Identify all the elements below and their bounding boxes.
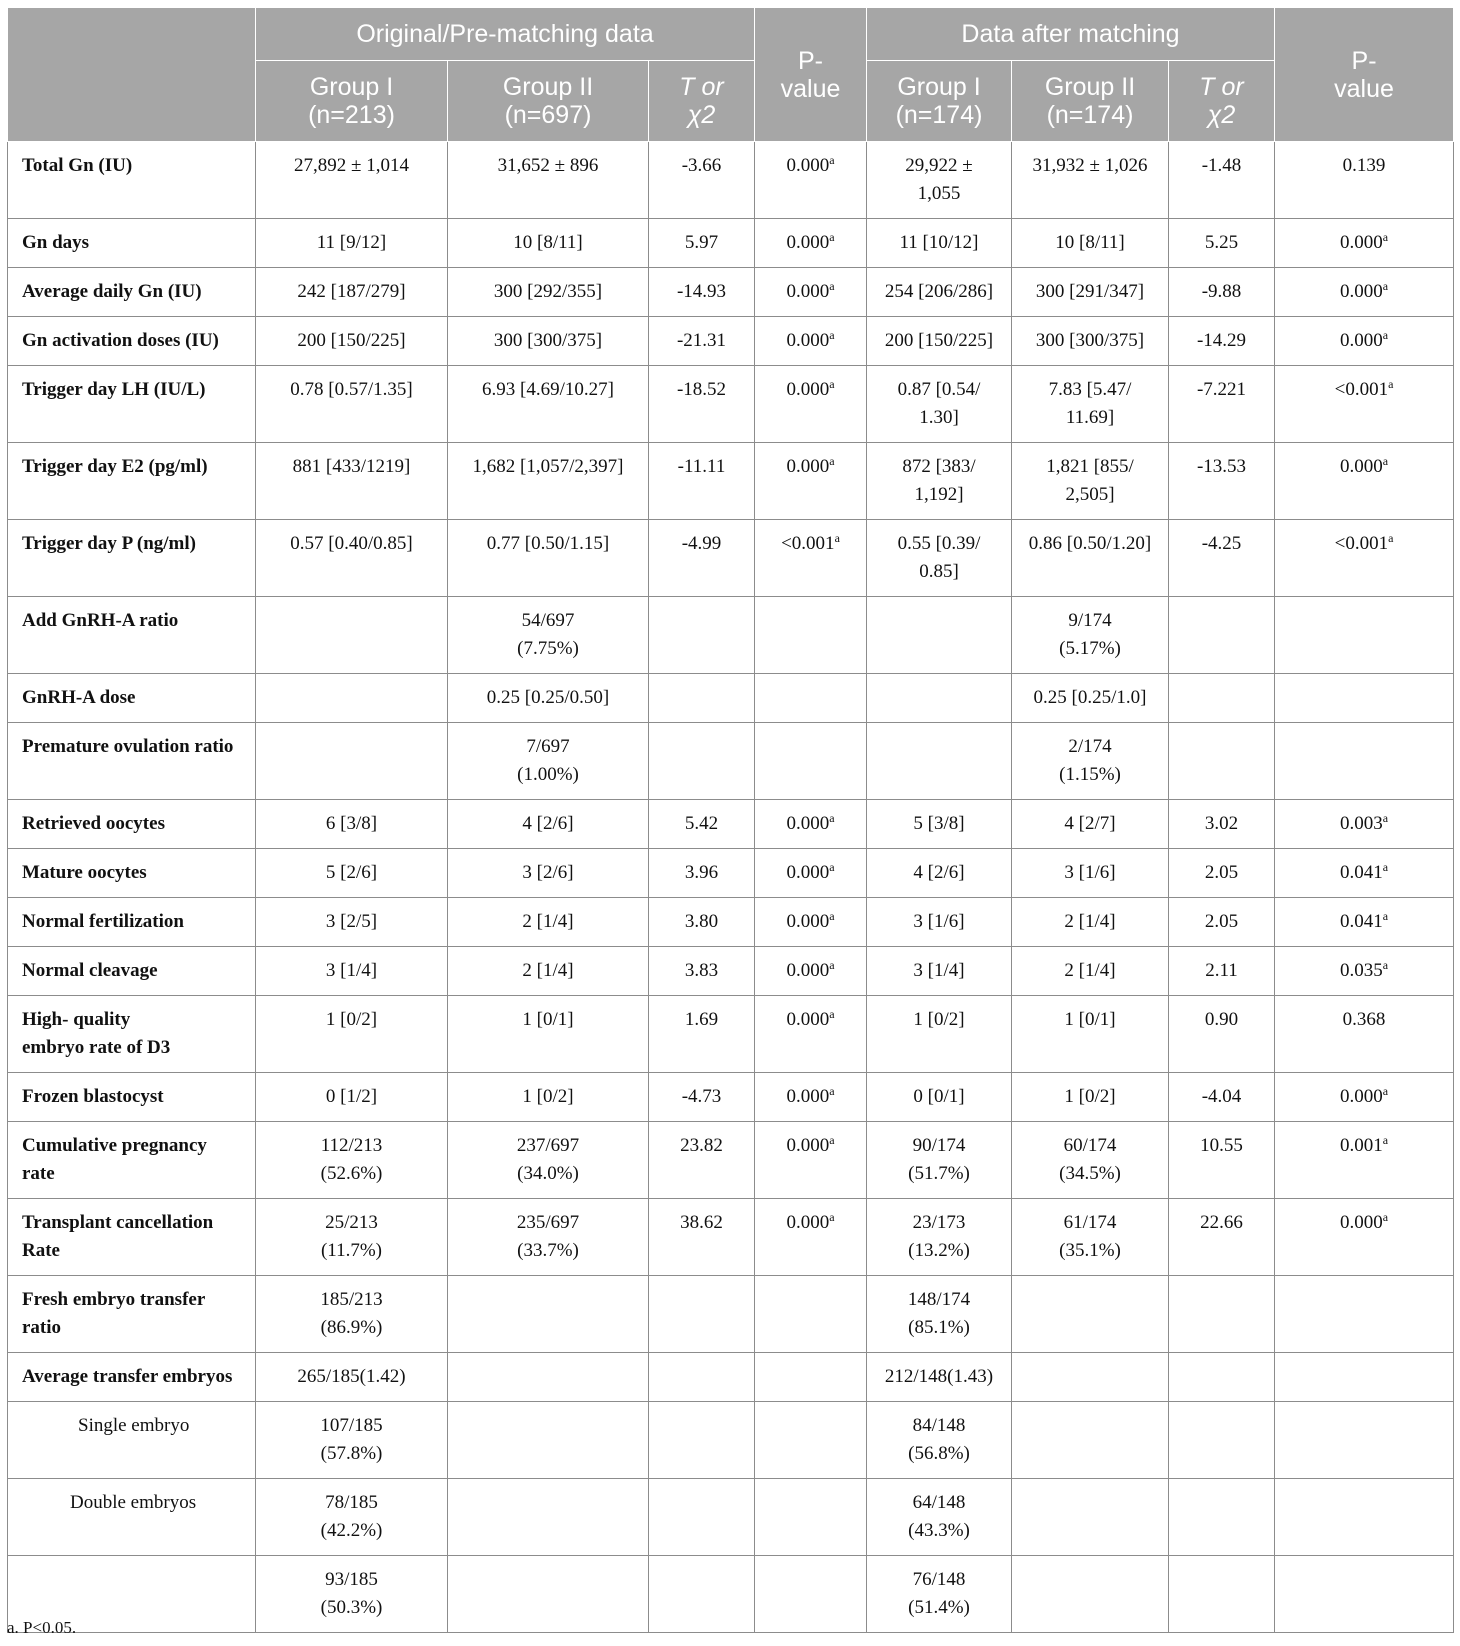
cell-pvalue-matched: 0.000$^a$: [1275, 219, 1454, 268]
cell-group2-original: 2 [1/4]: [448, 947, 649, 996]
cell-group2-matched: 2/174 (1.15%): [1012, 723, 1169, 800]
footnote-marker: a: [1388, 531, 1394, 545]
cell-group2-matched: 0.86 [0.50/1.20]: [1012, 520, 1169, 597]
cell-group1-matched: 11 [10/12]: [867, 219, 1012, 268]
cell-group1-matched: 3 [1/4]: [867, 947, 1012, 996]
cell-group1-original: [256, 597, 448, 674]
table-row: [8, 800, 1454, 849]
cell-stat-original: [649, 723, 755, 800]
footnote-marker: a: [1382, 958, 1389, 972]
table-row: [8, 723, 1454, 800]
cell-pvalue-matched: [1275, 597, 1454, 674]
cell-group2-original: 235/697 (33.7%): [448, 1199, 649, 1276]
cell-group1-matched: [867, 597, 1012, 674]
row-label: Gn activation doses (IU): [8, 317, 256, 366]
footnote-marker: a: [1382, 1084, 1389, 1098]
row-label: Mature oocytes: [8, 849, 256, 898]
cell-stat-original: 1.69: [649, 996, 755, 1073]
cell-stat-matched: [1169, 597, 1275, 674]
cell-group2-matched: 1 [0/2]: [1012, 1073, 1169, 1122]
cell-stat-matched: 3.02: [1169, 800, 1275, 849]
results-table: [7, 7, 1454, 1633]
cell-stat-original: -21.31: [649, 317, 755, 366]
footnote-marker: a: [1382, 230, 1389, 244]
cell-pvalue-original: 0.000$^a$: [755, 142, 867, 219]
cell-pvalue-original: [755, 597, 867, 674]
footnote-marker: a: [1382, 279, 1389, 293]
cell-group1-original: 3 [2/5]: [256, 898, 448, 947]
row-label: Add GnRH-A ratio: [8, 597, 256, 674]
row-label: Trigger day LH (IU/L): [8, 366, 256, 443]
cell-group1-original: [256, 674, 448, 723]
cell-group2-original: 54/697 (7.75%): [448, 597, 649, 674]
cell-group1-original: 6 [3/8]: [256, 800, 448, 849]
cell-stat-original: -3.66: [649, 142, 755, 219]
cell-group1-original: 0 [1/2]: [256, 1073, 448, 1122]
cell-stat-matched: -1.48: [1169, 142, 1275, 219]
cell-group1-matched: 1 [0/2]: [867, 996, 1012, 1073]
header-group1-original: Group I (n=213): [256, 61, 448, 142]
cell-pvalue-matched: 0.003$^a$: [1275, 800, 1454, 849]
cell-stat-matched: 22.66: [1169, 1199, 1275, 1276]
cell-group2-original: 4 [2/6]: [448, 800, 649, 849]
cell-stat-original: [649, 1353, 755, 1402]
cell-pvalue-original: 0.000$^a$: [755, 947, 867, 996]
footnote-marker: a: [829, 1007, 835, 1021]
cell-group2-matched: [1012, 1402, 1169, 1479]
cell-stat-original: -4.99: [649, 520, 755, 597]
cell-stat-original: -14.93: [649, 268, 755, 317]
table-row: [8, 1199, 1454, 1276]
table-row: [8, 597, 1454, 674]
cell-group1-matched: 64/148 (43.3%): [867, 1479, 1012, 1556]
footnote-marker: a: [1382, 909, 1389, 923]
footnote-marker: a: [829, 279, 835, 293]
cell-group1-matched: 4 [2/6]: [867, 849, 1012, 898]
cell-pvalue-matched: 0.041$^a$: [1275, 898, 1454, 947]
cell-group2-original: 0.77 [0.50/1.15]: [448, 520, 649, 597]
cell-stat-matched: -14.29: [1169, 317, 1275, 366]
table-row: [8, 1122, 1454, 1199]
table-row: [8, 849, 1454, 898]
footnote-marker: a: [1388, 377, 1394, 391]
cell-group1-matched: [867, 674, 1012, 723]
cell-stat-original: [649, 674, 755, 723]
cell-stat-matched: 5.25: [1169, 219, 1275, 268]
cell-group2-matched: 1,821 [855/ 2,505]: [1012, 443, 1169, 520]
row-label: Trigger day P (ng/ml): [8, 520, 256, 597]
table-body: [8, 142, 1454, 1633]
cell-stat-original: 3.80: [649, 898, 755, 947]
cell-group1-original: 3 [1/4]: [256, 947, 448, 996]
footnote-marker: a: [829, 454, 835, 468]
cell-group2-matched: [1012, 1556, 1169, 1633]
cell-group1-matched: 200 [150/225]: [867, 317, 1012, 366]
footnote-marker: a: [829, 153, 835, 167]
cell-group2-original: 10 [8/11]: [448, 219, 649, 268]
header-matched-data: Data after matching: [867, 8, 1275, 61]
cell-group1-matched: 0 [0/1]: [867, 1073, 1012, 1122]
footnote-marker: a: [1382, 454, 1389, 468]
cell-stat-matched: 2.11: [1169, 947, 1275, 996]
cell-group2-original: [448, 1276, 649, 1353]
cell-stat-matched: -13.53: [1169, 443, 1275, 520]
cell-pvalue-original: 0.000$^a$: [755, 1122, 867, 1199]
cell-stat-original: 23.82: [649, 1122, 755, 1199]
cell-group2-matched: 0.25 [0.25/1.0]: [1012, 674, 1169, 723]
row-label: Average daily Gn (IU): [8, 268, 256, 317]
table-row: [8, 366, 1454, 443]
cell-group1-original: 0.57 [0.40/0.85]: [256, 520, 448, 597]
cell-stat-matched: 2.05: [1169, 849, 1275, 898]
footnote-marker: a: [829, 328, 835, 342]
header-group2-original: Group II (n=697): [448, 61, 649, 142]
footnote-marker: a: [1382, 860, 1389, 874]
cell-stat-matched: [1169, 723, 1275, 800]
cell-group2-original: 6.93 [4.69/10.27]: [448, 366, 649, 443]
cell-group2-matched: 300 [291/347]: [1012, 268, 1169, 317]
cell-pvalue-original: 0.000$^a$: [755, 1199, 867, 1276]
cell-group1-original: 1 [0/2]: [256, 996, 448, 1073]
header-stat-original: T or χ2: [649, 61, 755, 142]
table-row: [8, 1353, 1454, 1402]
cell-stat-original: 3.96: [649, 849, 755, 898]
row-label: Average transfer embryos: [8, 1353, 256, 1402]
footnote-marker: a: [829, 958, 835, 972]
cell-pvalue-original: [755, 1556, 867, 1633]
cell-stat-matched: [1169, 1556, 1275, 1633]
cell-pvalue-matched: 0.035$^a$: [1275, 947, 1454, 996]
cell-pvalue-matched: [1275, 1276, 1454, 1353]
cell-group2-matched: 60/174 (34.5%): [1012, 1122, 1169, 1199]
cell-pvalue-original: [755, 1353, 867, 1402]
table-row: [8, 520, 1454, 597]
cell-stat-matched: [1169, 1402, 1275, 1479]
cell-pvalue-original: 0.000$^a$: [755, 268, 867, 317]
cell-group1-matched: 872 [383/ 1,192]: [867, 443, 1012, 520]
cell-group2-original: 31,652 ± 896: [448, 142, 649, 219]
row-label: Gn days: [8, 219, 256, 268]
cell-group2-matched: 61/174 (35.1%): [1012, 1199, 1169, 1276]
row-label: Frozen blastocyst: [8, 1073, 256, 1122]
cell-stat-matched: -4.04: [1169, 1073, 1275, 1122]
cell-stat-matched: [1169, 1479, 1275, 1556]
cell-pvalue-original: [755, 723, 867, 800]
cell-group2-original: 1,682 [1,057/2,397]: [448, 443, 649, 520]
footnote-marker: a: [1382, 1210, 1389, 1224]
cell-pvalue-matched: 0.000$^a$: [1275, 1199, 1454, 1276]
cell-group1-original: 107/185 (57.8%): [256, 1402, 448, 1479]
cell-pvalue-original: [755, 1402, 867, 1479]
cell-group2-matched: 2 [1/4]: [1012, 947, 1169, 996]
row-label: Total Gn (IU): [8, 142, 256, 219]
footnote-marker: a: [1382, 1133, 1389, 1147]
cell-group2-matched: [1012, 1353, 1169, 1402]
table-row: [8, 219, 1454, 268]
table-row: [8, 898, 1454, 947]
cell-group1-original: 200 [150/225]: [256, 317, 448, 366]
cell-group2-original: 237/697 (34.0%): [448, 1122, 649, 1199]
cell-group1-original: 5 [2/6]: [256, 849, 448, 898]
row-label: GnRH-A dose: [8, 674, 256, 723]
footnote-marker: a: [829, 909, 835, 923]
cell-group2-original: 0.25 [0.25/0.50]: [448, 674, 649, 723]
cell-group2-original: 300 [292/355]: [448, 268, 649, 317]
table-row: [8, 1402, 1454, 1479]
cell-group2-original: [448, 1556, 649, 1633]
cell-stat-matched: [1169, 1353, 1275, 1402]
cell-stat-original: [649, 1556, 755, 1633]
cell-pvalue-original: 0.000$^a$: [755, 219, 867, 268]
cell-pvalue-matched: [1275, 1556, 1454, 1633]
cell-group2-original: [448, 1402, 649, 1479]
header-group2-matched: Group II (n=174): [1012, 61, 1169, 142]
cell-group2-original: [448, 1479, 649, 1556]
cell-pvalue-matched: [1275, 1353, 1454, 1402]
footnote-marker: a: [829, 1133, 835, 1147]
cell-group2-matched: 10 [8/11]: [1012, 219, 1169, 268]
cell-pvalue-matched: <0.001$^a$: [1275, 366, 1454, 443]
header-stat-matched: T or χ2: [1169, 61, 1275, 142]
cell-pvalue-matched: 0.000$^a$: [1275, 317, 1454, 366]
cell-pvalue-matched: [1275, 1479, 1454, 1556]
cell-pvalue-original: 0.000$^a$: [755, 317, 867, 366]
row-label: Fresh embryo transfer ratio: [8, 1276, 256, 1353]
cell-stat-original: [649, 597, 755, 674]
cell-group2-matched: 9/174 (5.17%): [1012, 597, 1169, 674]
cell-group1-original: 242 [187/279]: [256, 268, 448, 317]
cell-group2-matched: [1012, 1479, 1169, 1556]
cell-group2-original: 300 [300/375]: [448, 317, 649, 366]
header-blank-cell: [8, 8, 256, 142]
cell-pvalue-original: 0.000$^a$: [755, 1073, 867, 1122]
cell-pvalue-matched: [1275, 674, 1454, 723]
cell-group2-matched: 1 [0/1]: [1012, 996, 1169, 1073]
table-row: [8, 1556, 1454, 1633]
cell-group2-matched: 300 [300/375]: [1012, 317, 1169, 366]
cell-group1-matched: 90/174 (51.7%): [867, 1122, 1012, 1199]
footnote-marker: a: [1382, 328, 1389, 342]
footnote-marker: a: [829, 1084, 835, 1098]
cell-group1-original: 25/213 (11.7%): [256, 1199, 448, 1276]
row-label: High- quality embryo rate of D3: [8, 996, 256, 1073]
footnote-marker: a: [829, 811, 835, 825]
cell-pvalue-matched: 0.001$^a$: [1275, 1122, 1454, 1199]
cell-group1-original: 265/185(1.42): [256, 1353, 448, 1402]
table-row: [8, 1073, 1454, 1122]
cell-group1-original: 185/213 (86.9%): [256, 1276, 448, 1353]
cell-group2-matched: 7.83 [5.47/ 11.69]: [1012, 366, 1169, 443]
cell-group1-original: 93/185 (50.3%): [256, 1556, 448, 1633]
cell-pvalue-original: 0.000$^a$: [755, 443, 867, 520]
row-label: Retrieved oocytes: [8, 800, 256, 849]
cell-group2-matched: [1012, 1276, 1169, 1353]
table-header: [8, 8, 1454, 142]
row-label: Transplant cancellation Rate: [8, 1199, 256, 1276]
cell-group1-matched: 29,922 ± 1,055: [867, 142, 1012, 219]
cell-pvalue-matched: [1275, 1402, 1454, 1479]
cell-pvalue-original: 0.000$^a$: [755, 800, 867, 849]
cell-group1-matched: 76/148 (51.4%): [867, 1556, 1012, 1633]
cell-stat-original: 5.97: [649, 219, 755, 268]
cell-group1-matched: 0.87 [0.54/ 1.30]: [867, 366, 1012, 443]
cell-group2-matched: 2 [1/4]: [1012, 898, 1169, 947]
cell-group1-matched: 254 [206/286]: [867, 268, 1012, 317]
cell-pvalue-matched: 0.000$^a$: [1275, 1073, 1454, 1122]
table-row: [8, 317, 1454, 366]
row-label: Normal cleavage: [8, 947, 256, 996]
cell-group2-original: [448, 1353, 649, 1402]
header-pvalue-original: P- value: [755, 8, 867, 142]
header-group1-matched: Group I (n=174): [867, 61, 1012, 142]
cell-group1-original: 112/213 (52.6%): [256, 1122, 448, 1199]
row-label: Premature ovulation ratio: [8, 723, 256, 800]
cell-stat-matched: -7.221: [1169, 366, 1275, 443]
cell-group1-original: 11 [9/12]: [256, 219, 448, 268]
cell-group1-matched: [867, 723, 1012, 800]
cell-pvalue-original: [755, 674, 867, 723]
cell-pvalue-matched: [1275, 723, 1454, 800]
cell-pvalue-original: 0.000$^a$: [755, 898, 867, 947]
table-row: [8, 947, 1454, 996]
cell-group1-matched: 84/148 (56.8%): [867, 1402, 1012, 1479]
cell-group2-matched: 3 [1/6]: [1012, 849, 1169, 898]
footnote-marker: a: [834, 531, 840, 545]
footnote-marker: a: [829, 1210, 835, 1224]
cell-group2-original: 7/697 (1.00%): [448, 723, 649, 800]
cell-stat-matched: 10.55: [1169, 1122, 1275, 1199]
cell-pvalue-original: 0.000$^a$: [755, 996, 867, 1073]
cell-group1-matched: 23/173 (13.2%): [867, 1199, 1012, 1276]
cell-stat-original: -18.52: [649, 366, 755, 443]
cell-group1-original: 78/185 (42.2%): [256, 1479, 448, 1556]
cell-group2-original: 1 [0/1]: [448, 996, 649, 1073]
cell-stat-matched: 0.90: [1169, 996, 1275, 1073]
cell-stat-original: [649, 1276, 755, 1353]
cell-stat-matched: 2.05: [1169, 898, 1275, 947]
cell-pvalue-original: [755, 1479, 867, 1556]
table-row: [8, 1479, 1454, 1556]
cell-pvalue-original: [755, 1276, 867, 1353]
cell-group2-original: 1 [0/2]: [448, 1073, 649, 1122]
cell-stat-original: [649, 1402, 755, 1479]
cell-group2-original: 3 [2/6]: [448, 849, 649, 898]
footnote-marker: a: [829, 860, 835, 874]
cell-stat-original: 3.83: [649, 947, 755, 996]
row-label: Trigger day E2 (pg/ml): [8, 443, 256, 520]
cell-pvalue-matched: <0.001$^a$: [1275, 520, 1454, 597]
cell-group1-original: 0.78 [0.57/1.35]: [256, 366, 448, 443]
cell-group1-original: 881 [433/1219]: [256, 443, 448, 520]
cell-group1-matched: 5 [3/8]: [867, 800, 1012, 849]
cell-pvalue-matched: 0.000$^a$: [1275, 268, 1454, 317]
cell-group1-original: 27,892 ± 1,014: [256, 142, 448, 219]
header-pvalue-matched: P- value: [1275, 8, 1454, 142]
cell-stat-original: 38.62: [649, 1199, 755, 1276]
footnote-marker: a: [1382, 811, 1389, 825]
cell-stat-original: -4.73: [649, 1073, 755, 1122]
cell-group1-matched: 3 [1/6]: [867, 898, 1012, 947]
cell-stat-matched: -9.88: [1169, 268, 1275, 317]
cell-group1-matched: 148/174 (85.1%): [867, 1276, 1012, 1353]
cell-group2-matched: 31,932 ± 1,026: [1012, 142, 1169, 219]
cell-group1-matched: 0.55 [0.39/ 0.85]: [867, 520, 1012, 597]
row-label: Normal fertilization: [8, 898, 256, 947]
row-label: Single embryo: [8, 1402, 256, 1479]
cell-group2-original: 2 [1/4]: [448, 898, 649, 947]
row-label: Double embryos: [8, 1479, 256, 1556]
cell-stat-matched: -4.25: [1169, 520, 1275, 597]
cell-pvalue-matched: 0.368: [1275, 996, 1454, 1073]
table-row: [8, 674, 1454, 723]
row-label: Cumulative pregnancy rate: [8, 1122, 256, 1199]
table-row: [8, 268, 1454, 317]
cell-pvalue-matched: 0.041$^a$: [1275, 849, 1454, 898]
cell-pvalue-matched: 0.000$^a$: [1275, 443, 1454, 520]
table-row: [8, 142, 1454, 219]
cell-stat-original: 5.42: [649, 800, 755, 849]
cell-pvalue-original: 0.000$^a$: [755, 849, 867, 898]
table-row: [8, 443, 1454, 520]
cell-pvalue-matched: 0.139: [1275, 142, 1454, 219]
cell-stat-original: [649, 1479, 755, 1556]
cell-group1-matched: 212/148(1.43): [867, 1353, 1012, 1402]
cell-pvalue-original: <0.001$^a$: [755, 520, 867, 597]
cell-stat-original: -11.11: [649, 443, 755, 520]
header-original-data: Original/Pre-matching data: [256, 8, 755, 61]
table-row: [8, 996, 1454, 1073]
cell-group2-matched: 4 [2/7]: [1012, 800, 1169, 849]
cell-pvalue-original: 0.000$^a$: [755, 366, 867, 443]
cell-stat-matched: [1169, 674, 1275, 723]
footnote-marker: a: [829, 230, 835, 244]
cell-group1-original: [256, 723, 448, 800]
cell-stat-matched: [1169, 1276, 1275, 1353]
footnote-marker: a: [829, 377, 835, 391]
table-row: [8, 1276, 1454, 1353]
footnote: a. P<0.05.: [7, 1618, 77, 1637]
